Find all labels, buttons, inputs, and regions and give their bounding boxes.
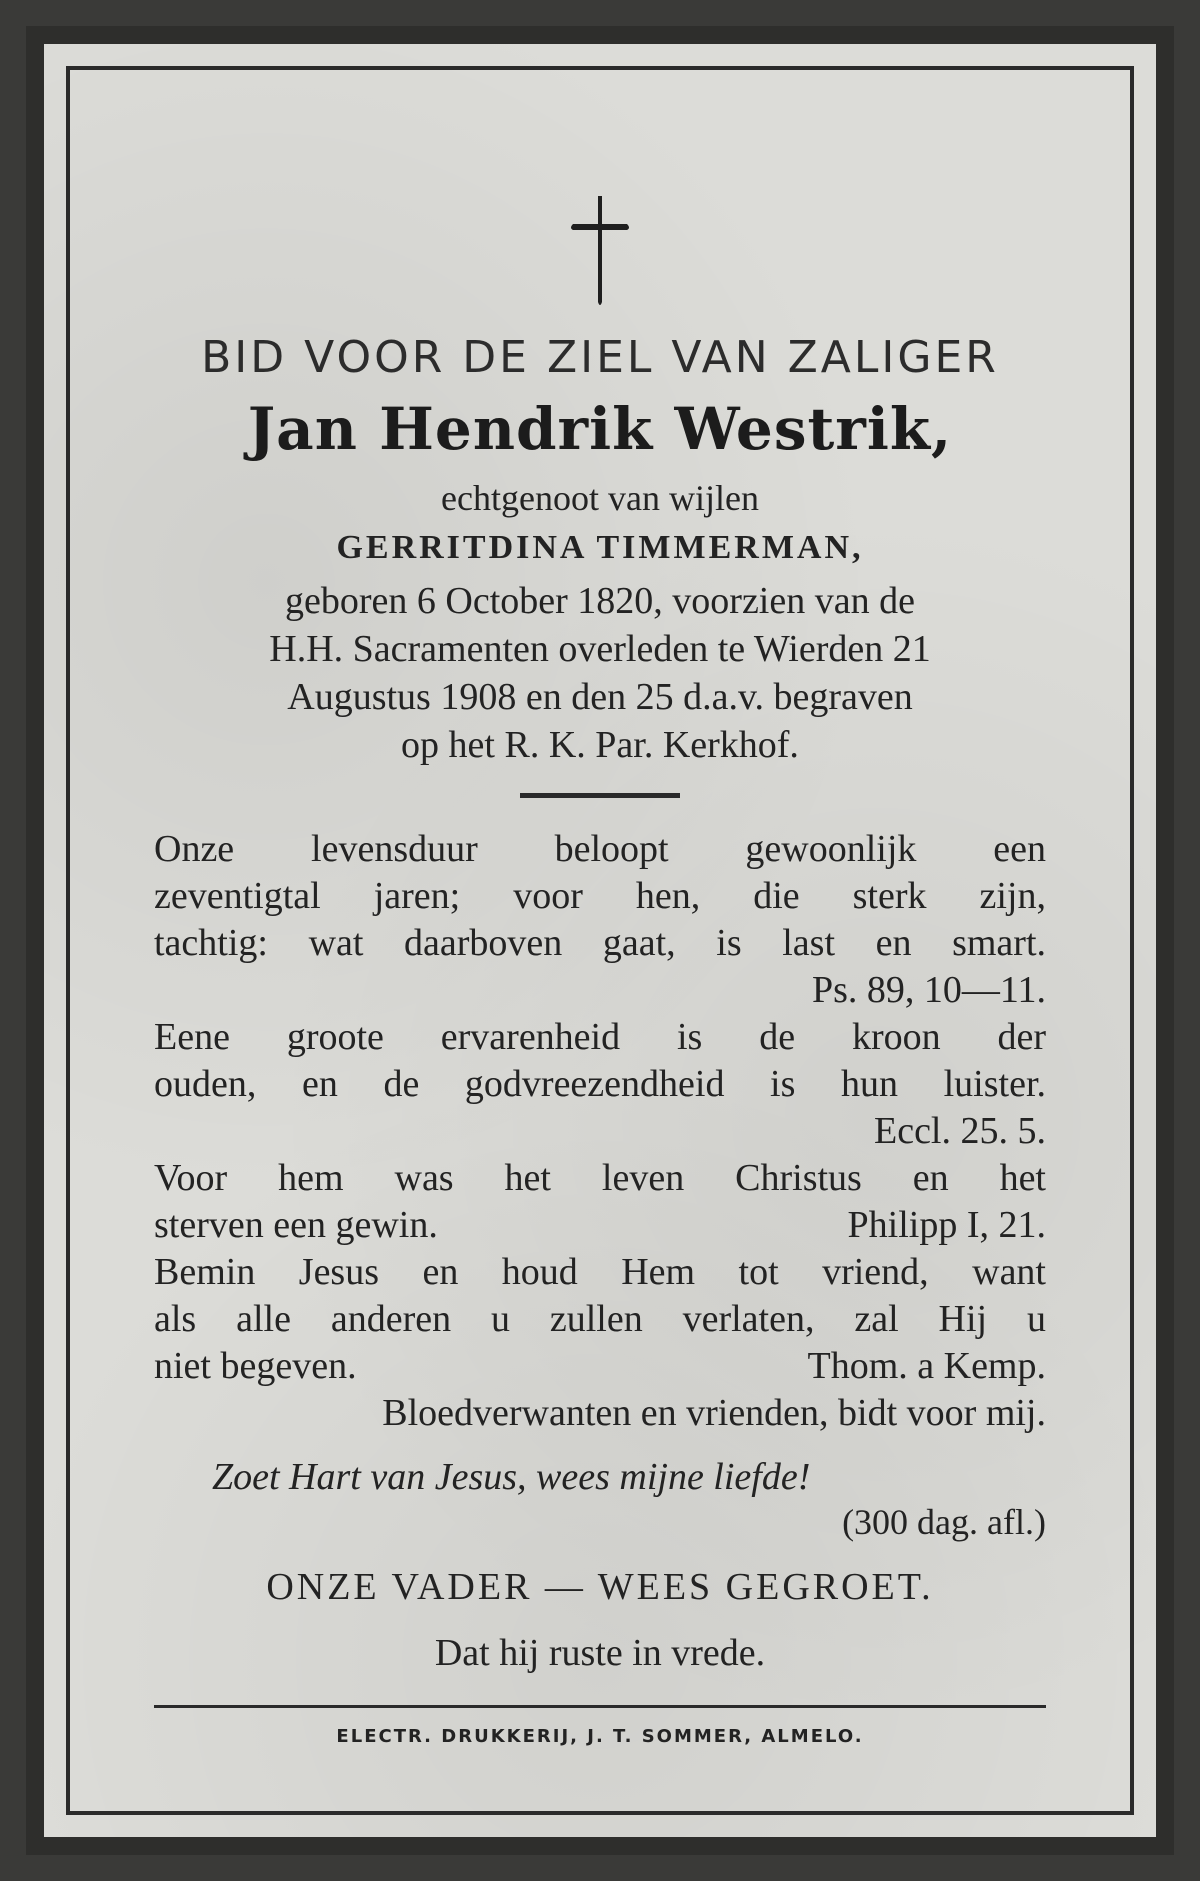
verse-reference: Eccl. 25. 5. bbox=[873, 1110, 1046, 1152]
prayer-request-header: BID VOOR DE ZIEL VAN ZALIGER bbox=[201, 332, 999, 383]
verse-line-with-reference bbox=[154, 1343, 1046, 1390]
verses bbox=[154, 826, 1046, 1437]
ejaculatory-prayer: Zoet Hart van Jesus, wees mijne liefde! bbox=[212, 1456, 811, 1498]
closing-request: Bloedverwanten en vrienden, bidt voor mij. bbox=[382, 1392, 1046, 1434]
verse-line-with-reference bbox=[154, 1202, 1046, 1249]
verse-line: Bemin Jesus en houd Hem tot vriend, want bbox=[154, 1251, 1046, 1293]
spouse-intro: echtgenoot van wijlen bbox=[441, 478, 759, 518]
cross-icon bbox=[565, 194, 635, 310]
verse-line: zeventigtal jaren; voor hen, die sterk zijn, bbox=[154, 875, 1046, 917]
verse-text: sterven een gewin. bbox=[154, 1204, 438, 1246]
verse-reference: Thom. a Kemp. bbox=[807, 1345, 1046, 1387]
memorial-card bbox=[26, 26, 1174, 1855]
footer-divider bbox=[154, 1705, 1046, 1708]
short-divider bbox=[520, 793, 680, 798]
card-paper bbox=[44, 44, 1156, 1837]
verse-line: tachtig: wat daarboven gaat, is last en smart. bbox=[154, 922, 1046, 964]
verse-line: Onze levensduur beloopt gewoonlijk een bbox=[154, 828, 1046, 870]
bio-line: geboren 6 October 1820, voorzien van de bbox=[285, 580, 915, 622]
card-content bbox=[154, 194, 1046, 1747]
bio-line: Augustus 1908 en den 25 d.a.v. begraven bbox=[287, 676, 913, 718]
spouse-name: GERRITDINA TIMMERMAN, bbox=[336, 529, 864, 566]
verse-line: als alle anderen u zullen verlaten, zal Hij u bbox=[154, 1298, 1046, 1340]
prayers-line: ONZE VADER — WEES GEGROET. bbox=[266, 1566, 934, 1608]
printer-imprint: ELECTR. DRUKKERIJ, J. T. SOMMER, ALMELO. bbox=[336, 1726, 864, 1747]
rest-in-peace: Dat hij ruste in vrede. bbox=[434, 1632, 766, 1674]
deceased-name: Jan Hendrik Westrik, bbox=[247, 395, 953, 463]
biography bbox=[154, 577, 1046, 769]
verse-line: Eene groote ervarenheid is de kroon der bbox=[154, 1016, 1046, 1058]
verse-reference: Ps. 89, 10—11. bbox=[811, 969, 1046, 1011]
verse-reference: Philipp I, 21. bbox=[847, 1204, 1046, 1246]
verse-text: niet begeven. bbox=[154, 1345, 357, 1387]
verse-line: Voor hem was het leven Christus en het bbox=[154, 1157, 1046, 1199]
verse-line: ouden, en de godvreezendheid is hun luister. bbox=[154, 1063, 1046, 1105]
bio-line: H.H. Sacramenten overleden te Wierden 21 bbox=[269, 628, 931, 670]
bio-line: op het R. K. Par. Kerkhof. bbox=[401, 724, 799, 766]
indulgence-note: (300 dag. afl.) bbox=[842, 1502, 1046, 1542]
